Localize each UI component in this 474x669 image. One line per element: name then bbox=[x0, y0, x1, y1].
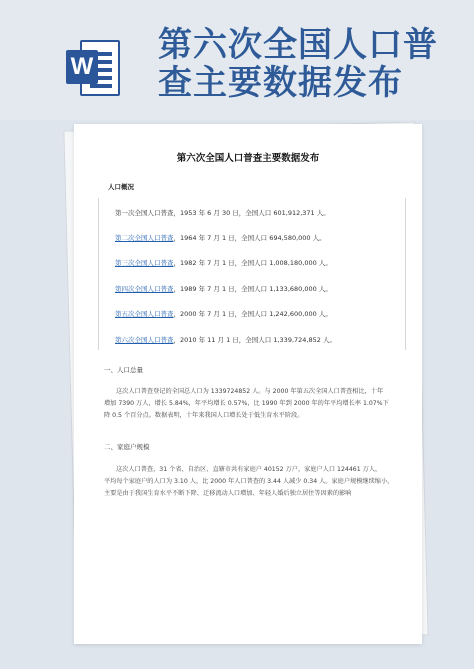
census-link[interactable]: 第四次全国人口普查 bbox=[115, 285, 174, 293]
paragraph-line: 增加 7390 万人，增长 5.84%，年平均增长 0.57%，比 1990 年到 2000 年的年平均增长率 1.07%下 bbox=[104, 400, 389, 407]
census-link[interactable]: 第六次全国人口普查 bbox=[115, 336, 174, 344]
banner-title-line-1: 第六次全国人口普 bbox=[158, 25, 438, 65]
census-detail: ，1982 年 7 月 1 日，全国人口 1,008,180,000 人。 bbox=[173, 259, 332, 267]
document-title: 第六次全国人口普查主要数据发布 bbox=[176, 153, 320, 164]
banner-title bbox=[158, 26, 458, 102]
census-list bbox=[98, 198, 406, 350]
document-page bbox=[74, 124, 422, 644]
paragraph-line: 这次人口普查，31 个省、自治区、直辖市共有家庭户 40152 万户，家庭户人口 124461 万人， bbox=[116, 466, 382, 473]
census-link: 第一次全国人口普查 bbox=[115, 209, 174, 217]
text-line-icon bbox=[90, 84, 112, 88]
section-heading-population: 一、人口总量 bbox=[104, 366, 143, 374]
word-document-icon bbox=[66, 40, 124, 96]
census-link[interactable]: 第二次全国人口普查 bbox=[115, 234, 174, 242]
header-banner bbox=[0, 0, 474, 120]
census-row bbox=[115, 284, 332, 293]
census-detail: ，2000 年 7 月 1 日，全国人口 1,242,600,000 人。 bbox=[173, 310, 332, 318]
census-row bbox=[115, 233, 326, 242]
section-subheading: 人口概况 bbox=[108, 183, 134, 191]
census-row bbox=[115, 335, 336, 344]
census-row bbox=[115, 258, 332, 267]
word-badge: W bbox=[66, 50, 98, 84]
census-detail: ，2010 年 11 月 1 日，全国人口 1,339,724,852 人。 bbox=[173, 336, 336, 344]
paragraph-line: 降 0.5 个百分点。数据表明，十年来我国人口增长处于低生育水平阶段。 bbox=[104, 412, 304, 419]
census-detail: ，1989 年 7 月 1 日，全国人口 1,133,680,000 人。 bbox=[173, 285, 332, 293]
census-link[interactable]: 第三次全国人口普查 bbox=[115, 259, 174, 267]
paragraph-population bbox=[104, 386, 396, 422]
paragraph-line: 平均每个家庭户的人口为 3.10 人，比 2000 年人口普查的 3.44 人减少 0.34 人。家庭户规模继续缩小， bbox=[104, 478, 394, 485]
paragraph-line: 这次人口普查登记的全国总人口为 1339724852 人。与 2000 年第五次全国人口普查相比，十年 bbox=[116, 388, 384, 395]
paragraph-line: 主要是由于我国生育水平不断下降、迁移流动人口增加、年轻人婚后独立居住等因素的影响 bbox=[104, 490, 352, 497]
census-detail: ，1953 年 6 月 30 日，全国人口 601,912,371 人。 bbox=[173, 209, 330, 217]
census-row bbox=[115, 309, 332, 318]
paragraph-household bbox=[104, 464, 396, 500]
banner-title-line-2: 查主要数据发布 bbox=[158, 63, 403, 103]
census-link[interactable]: 第五次全国人口普查 bbox=[115, 310, 174, 318]
census-detail: ，1964 年 7 月 1 日，全国人口 694,580,000 人。 bbox=[173, 234, 326, 242]
section-heading-household: 二、家庭户规模 bbox=[104, 443, 150, 451]
census-row bbox=[115, 208, 330, 217]
